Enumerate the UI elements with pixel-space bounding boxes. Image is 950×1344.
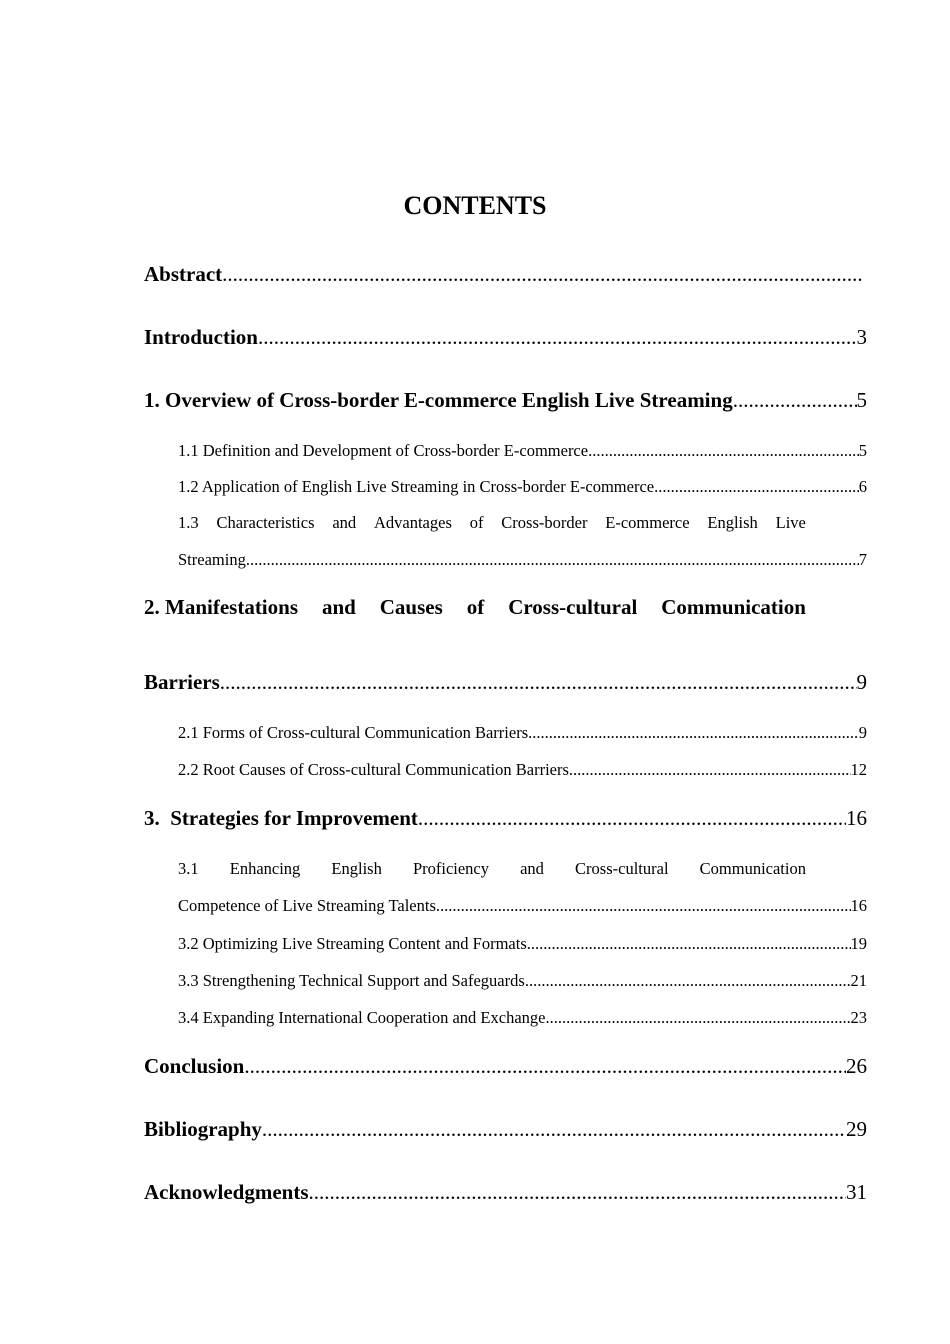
toc-label: 1.2 Application of English Live Streaming in Cross-border E-commerce bbox=[178, 477, 655, 496]
toc-label: 2.2 Root Causes of Cross-cultural Communication Barriers bbox=[178, 760, 569, 779]
toc-label: 3. Strategies for Improvement bbox=[144, 806, 418, 830]
toc-word: Communication bbox=[661, 595, 806, 619]
toc-word: E-commerce bbox=[605, 513, 690, 532]
toc-word: Communication bbox=[699, 859, 806, 878]
toc-word: Cross-cultural bbox=[575, 859, 669, 878]
toc-word: Causes bbox=[379, 595, 443, 619]
toc-label: 2.1 Forms of Cross-cultural Communication Barriers bbox=[178, 723, 529, 742]
dot-leader bbox=[222, 262, 864, 287]
toc-page-number: 21 bbox=[850, 971, 867, 990]
toc-page-number: 5 bbox=[856, 388, 867, 412]
toc-entry-conclusion[interactable] bbox=[144, 1054, 867, 1079]
toc-entry-chapter-1[interactable] bbox=[144, 388, 867, 413]
dot-leader bbox=[588, 441, 859, 461]
toc-word: Proficiency bbox=[412, 859, 489, 878]
toc-word: Cross-cultural bbox=[508, 595, 638, 619]
dot-leader bbox=[528, 723, 859, 743]
dot-leader bbox=[309, 1180, 846, 1205]
toc-page-number: 9 bbox=[856, 670, 867, 694]
toc-entry-section-3-4[interactable] bbox=[178, 1008, 867, 1028]
dot-leader bbox=[244, 1054, 846, 1079]
toc-entry-acknowledgments[interactable] bbox=[144, 1180, 867, 1205]
toc-label: Acknowledgments bbox=[144, 1180, 309, 1204]
toc-entry-section-1-1[interactable] bbox=[178, 441, 867, 461]
toc-label: 1. Overview of Cross-border E-commerce English Live Streaming bbox=[144, 388, 733, 412]
toc-word: English bbox=[331, 859, 382, 878]
dot-leader bbox=[436, 896, 851, 916]
dot-leader bbox=[733, 388, 857, 413]
toc-entry-abstract[interactable] bbox=[144, 262, 864, 287]
toc-entry-section-3-2[interactable] bbox=[178, 934, 867, 954]
toc-label: Bibliography bbox=[144, 1117, 262, 1141]
toc-entry-chapter-2-line2[interactable] bbox=[144, 670, 867, 695]
toc-entry-section-1-2[interactable] bbox=[178, 477, 867, 497]
toc-label: Introduction bbox=[144, 325, 258, 349]
toc-page-number: 12 bbox=[850, 760, 867, 779]
toc-entry-section-1-3-line2[interactable] bbox=[178, 550, 867, 570]
dot-leader bbox=[220, 670, 857, 695]
toc-label: 3.4 Expanding International Cooperation and Exchange bbox=[178, 1008, 546, 1027]
toc-page-number: 31 bbox=[846, 1180, 867, 1204]
toc-word: and bbox=[332, 513, 357, 532]
toc-entry-section-3-1-line2[interactable] bbox=[178, 896, 867, 916]
dot-leader bbox=[527, 934, 851, 954]
toc-word: 1.3 bbox=[178, 513, 199, 532]
dot-leader bbox=[262, 1117, 846, 1142]
dot-leader bbox=[545, 1008, 850, 1028]
toc-word: and bbox=[520, 859, 544, 878]
toc-page-number: 29 bbox=[846, 1117, 867, 1141]
toc-entry-bibliography[interactable] bbox=[144, 1117, 867, 1142]
toc-page-number: 19 bbox=[850, 934, 867, 953]
toc-entry-section-2-2[interactable] bbox=[178, 760, 867, 780]
toc-word: Live bbox=[775, 513, 806, 532]
toc-word: English bbox=[707, 513, 758, 532]
toc-page-number: 23 bbox=[850, 1008, 867, 1027]
toc-page-number: 16 bbox=[846, 806, 867, 830]
toc-word: 3.1 bbox=[178, 859, 199, 878]
dot-leader bbox=[246, 550, 859, 570]
toc-label: Conclusion bbox=[144, 1054, 245, 1078]
toc-page-number: 3 bbox=[856, 325, 867, 349]
toc-label: 3.2 Optimizing Live Streaming Content and Formats bbox=[178, 934, 527, 953]
toc-word: Enhancing bbox=[229, 859, 301, 878]
toc-label: Abstract bbox=[144, 262, 223, 286]
toc-page-number: 6 bbox=[858, 477, 867, 496]
toc-page-number: 26 bbox=[846, 1054, 867, 1078]
dot-leader bbox=[525, 971, 851, 991]
toc-label: Barriers bbox=[144, 670, 220, 694]
page-title: CONTENTS bbox=[403, 191, 547, 220]
dot-leader bbox=[418, 806, 846, 831]
toc-word: of bbox=[466, 595, 485, 619]
toc-page-number: 5 bbox=[858, 441, 867, 460]
toc-word: Characteristics bbox=[216, 513, 315, 532]
toc-entry-section-2-1[interactable] bbox=[178, 723, 867, 743]
toc-word: Advantages bbox=[373, 513, 452, 532]
dot-leader bbox=[654, 477, 859, 497]
toc-label: 1.1 Definition and Development of Cross-border E-commerce bbox=[178, 441, 589, 460]
toc-entry-chapter-3[interactable] bbox=[144, 806, 867, 831]
dot-leader bbox=[258, 325, 857, 350]
toc-entry-section-3-3[interactable] bbox=[178, 971, 867, 991]
dot-leader bbox=[569, 760, 851, 780]
toc-page-number: 9 bbox=[858, 723, 867, 742]
toc-word: and bbox=[321, 595, 356, 619]
toc-entry-section-1-3-line1[interactable] bbox=[178, 513, 806, 533]
toc-entry-chapter-2-line1[interactable] bbox=[144, 595, 806, 620]
toc-entry-introduction[interactable] bbox=[144, 325, 867, 350]
toc-label: Streaming bbox=[178, 550, 246, 569]
toc-page-number: 7 bbox=[858, 550, 867, 569]
toc-label: 3.3 Strengthening Technical Support and Safeguards bbox=[178, 971, 525, 990]
toc-word: Cross-border bbox=[501, 513, 588, 532]
toc-entry-section-3-1-line1[interactable] bbox=[178, 859, 806, 879]
toc-label: Competence of Live Streaming Talents bbox=[178, 896, 436, 915]
toc-word: of bbox=[469, 513, 484, 532]
toc-word: 2. Manifestations bbox=[144, 595, 298, 619]
toc-page-number: 16 bbox=[850, 896, 867, 915]
